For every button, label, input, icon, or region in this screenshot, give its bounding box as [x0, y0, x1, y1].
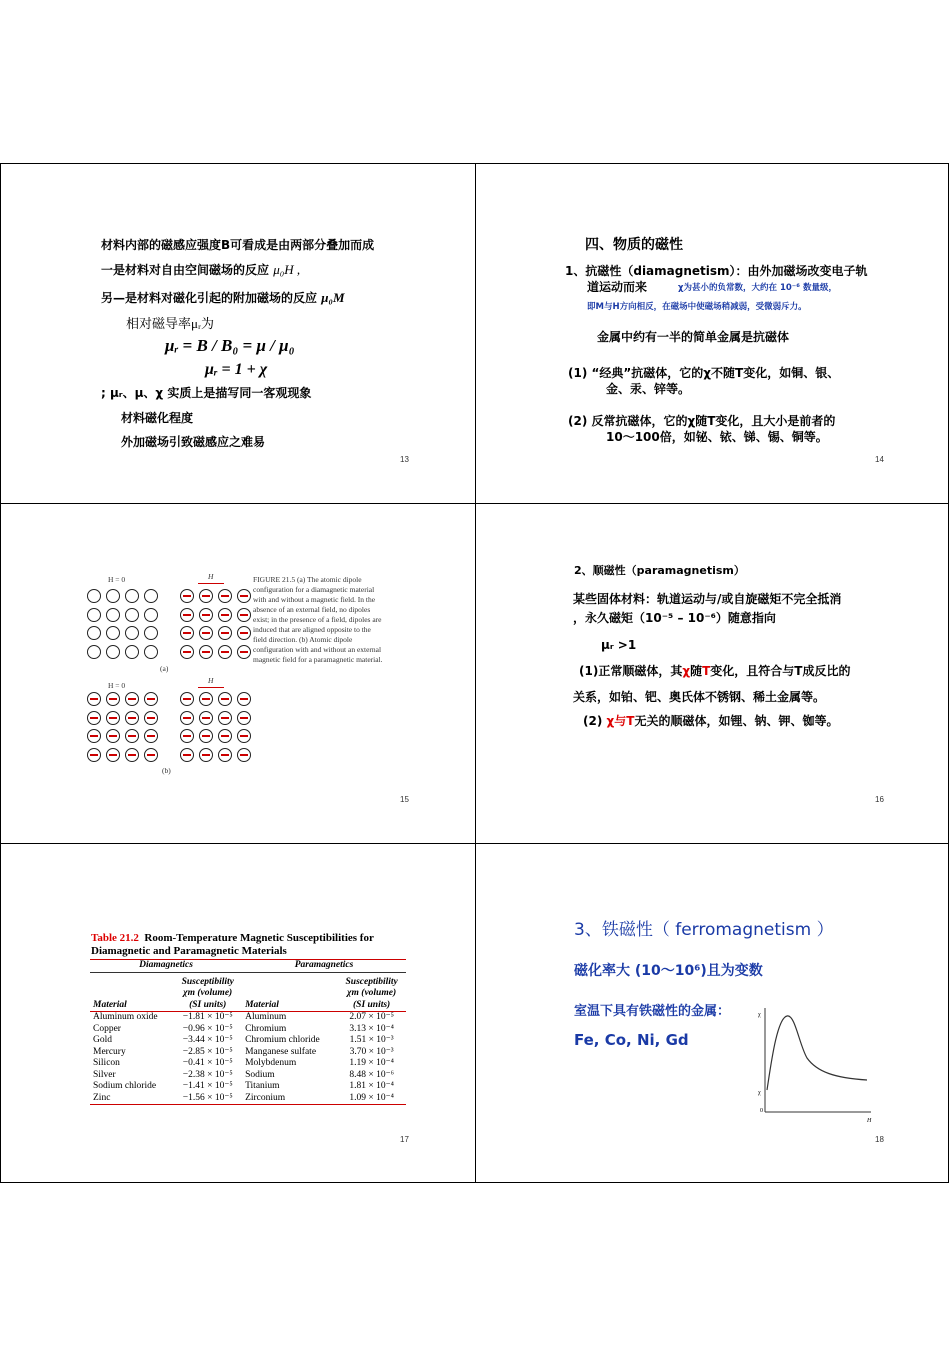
susceptibility-cell: 3.13 × 10⁻⁴ — [349, 1023, 394, 1034]
table-row — [90, 1035, 406, 1047]
caption-line: configuration for a diamagnetic material — [253, 585, 375, 594]
s16-l2: ，永久磁矩（10⁻⁵ – 10⁻⁶）随意指向 — [573, 611, 776, 625]
material-cell: Titanium — [245, 1081, 280, 1091]
label-h0-bottom: H = 0 — [108, 681, 126, 690]
s14-metal-line: 金属中约有一半的简单金属是抗磁体 — [597, 330, 790, 344]
atomic-dipole — [218, 608, 232, 622]
table-row — [90, 1081, 406, 1093]
material-cell: Molybdenum — [245, 1058, 297, 1068]
label-h0-top: H = 0 — [108, 575, 126, 584]
field-arrow — [198, 687, 224, 688]
atomic-dipole — [180, 626, 194, 640]
atomic-dipole — [199, 692, 213, 706]
atomic-dipole — [125, 608, 139, 622]
header-susceptibility: Susceptibility — [345, 976, 398, 987]
label-h-top: H — [208, 572, 214, 581]
caption-line: field direction. (b) Atomic dipole — [253, 635, 353, 644]
susceptibility-cell: 3.70 × 10⁻³ — [349, 1046, 394, 1057]
page-number: 13 — [400, 455, 409, 464]
atomic-dipole — [199, 645, 213, 659]
atomic-dipole — [87, 748, 101, 762]
s13-line3: 另—是材料对磁化引起的附加磁场的反应 μ₀M — [101, 290, 345, 305]
susceptibility-cell: −1.81 × 10⁻⁵ — [182, 1012, 233, 1022]
s13-line7: 外加磁场引致磁感应之难易 — [121, 435, 266, 449]
atomic-dipole — [144, 729, 158, 743]
atomic-dipole — [180, 692, 194, 706]
s13-eq2: μᵣ = 1 + χ — [205, 361, 268, 378]
material-cell: Chromium — [245, 1023, 287, 1034]
material-cell: Gold — [93, 1035, 112, 1045]
atomic-dipole — [180, 729, 194, 743]
s13-line1: 材料内部的磁感应强度B可看成是由两部分叠加而成 — [101, 238, 375, 252]
s14-p2-b: 10～100倍，如铋、铱、锑、锡、铜等。 — [606, 430, 828, 444]
atomic-dipole — [199, 748, 213, 762]
atomic-dipole — [144, 626, 158, 640]
table-row — [90, 1070, 406, 1082]
susceptibility-cell: −1.41 × 10⁻⁵ — [182, 1081, 233, 1091]
page-number: 18 — [875, 1135, 884, 1144]
s13-line2: 一是材料对自由空间磁场的反应 μ₀H , — [101, 262, 301, 277]
material-cell: Sodium — [245, 1069, 275, 1080]
s14-p1-a: (1) “经典”抗磁体，它的χ不随T变化，如铜、银、 — [568, 366, 840, 380]
table-row — [90, 1093, 406, 1105]
header-susceptibility: Susceptibility — [181, 976, 234, 987]
page-number: 15 — [400, 795, 409, 804]
atomic-dipole — [180, 748, 194, 762]
page-number: 17 — [400, 1135, 409, 1144]
atomic-dipole — [106, 711, 120, 725]
atomic-dipole — [106, 626, 120, 640]
caption-line: with and without a magnetic field. In the — [253, 595, 376, 604]
atomic-dipole — [87, 729, 101, 743]
atomic-dipole — [125, 729, 139, 743]
material-cell: Silicon — [93, 1058, 120, 1068]
atomic-dipole — [237, 626, 251, 640]
atomic-dipole — [199, 729, 213, 743]
group-diamagnetics: Diamagnetics — [90, 960, 242, 973]
atomic-dipole — [237, 748, 251, 762]
slide-17 — [0, 844, 474, 1184]
atomic-dipole — [180, 608, 194, 622]
atomic-dipole — [180, 711, 194, 725]
header-material: Material — [245, 999, 279, 1010]
atomic-dipole — [199, 589, 213, 603]
table-row — [90, 1047, 406, 1059]
susceptibility-cell: 8.48 × 10⁻⁶ — [349, 1069, 394, 1080]
susceptibility-cell: −3.44 × 10⁻⁵ — [182, 1035, 233, 1045]
header-units: (SI units) — [189, 999, 227, 1010]
s14-p1-b: 金、汞、锌等。 — [606, 382, 691, 396]
atomic-dipole — [218, 589, 232, 603]
susceptibility-cell: 2.07 × 10⁻⁵ — [349, 1012, 394, 1022]
atomic-dipole — [125, 748, 139, 762]
origin-label: 0 — [760, 1108, 763, 1114]
atomic-dipole — [106, 589, 120, 603]
susceptibility-cell: −1.56 × 10⁻⁵ — [182, 1092, 233, 1103]
atomic-dipole — [199, 626, 213, 640]
atomic-dipole — [125, 692, 139, 706]
header-material: Material — [93, 999, 127, 1010]
page-number: 16 — [875, 795, 884, 804]
susceptibility-cell: 1.81 × 10⁻⁴ — [349, 1081, 394, 1091]
material-cell: Silver — [93, 1069, 116, 1080]
table-row — [90, 1024, 406, 1036]
atomic-dipole — [106, 729, 120, 743]
atomic-dipole — [144, 692, 158, 706]
atomic-dipole — [237, 711, 251, 725]
atomic-dipole — [125, 711, 139, 725]
s16-l5: 关系，如铂、钯、奥氏体不锈钢、稀土金属等。 — [573, 690, 826, 704]
s18-l1: 磁化率大 (10～10⁶)且为变数 — [574, 963, 763, 979]
label-h-bottom: H — [208, 676, 214, 685]
atomic-dipole — [144, 645, 158, 659]
caption-line: induced that are aligned opposite to the — [253, 625, 371, 634]
chi-curve — [767, 1016, 867, 1090]
atomic-dipole — [218, 748, 232, 762]
atomic-dipole — [237, 589, 251, 603]
s18-l3: Fe, Co, Ni, Gd — [574, 1031, 689, 1049]
s16-l1: 某些固体材料：轨道运动与/或自旋磁矩不完全抵消 — [573, 592, 842, 606]
susceptibility-cell: 1.09 × 10⁻⁴ — [349, 1092, 394, 1103]
susceptibility-cell: −0.96 × 10⁻⁵ — [182, 1023, 233, 1034]
slide-16 — [475, 504, 949, 844]
caption-line: exist; in the presence of a field, dipoles are — [253, 615, 382, 624]
s14-title: 四、物质的磁性 — [585, 237, 683, 253]
s16-title: 2、顺磁性（paramagnetism） — [574, 564, 745, 577]
susceptibility-cell: 1.51 × 10⁻³ — [349, 1035, 394, 1045]
atomic-dipole — [237, 645, 251, 659]
atomic-dipole — [199, 608, 213, 622]
s18-title: 3、铁磁性（ ferromagnetism ） — [574, 920, 834, 940]
s13-eq1: μᵣ = B / B₀ = μ / μ₀ — [165, 336, 295, 355]
s16-l3: μᵣ >1 — [601, 638, 637, 652]
susceptibility-cell: −2.38 × 10⁻⁵ — [182, 1069, 233, 1080]
atomic-dipole — [144, 589, 158, 603]
atomic-dipole — [237, 608, 251, 622]
slide-13 — [0, 164, 474, 504]
label-b: (b) — [162, 766, 171, 775]
material-cell: Manganese sulfate — [245, 1046, 317, 1057]
atomic-dipole — [106, 645, 120, 659]
atomic-dipole — [125, 626, 139, 640]
susceptibility-cell: −2.85 × 10⁻⁵ — [182, 1046, 233, 1057]
s14-p2-a: (2) 反常抗磁体，它的χ随T变化，且大小是前者的 — [568, 414, 836, 428]
header-chi: χm (volume) — [183, 988, 233, 998]
slide-14 — [475, 164, 949, 504]
atomic-dipole — [237, 692, 251, 706]
atomic-dipole — [144, 608, 158, 622]
atomic-dipole — [106, 608, 120, 622]
s14-item1-b: 道运动而来 — [587, 280, 648, 294]
atomic-dipole — [106, 692, 120, 706]
material-cell: Copper — [93, 1023, 121, 1034]
atomic-dipole — [218, 626, 232, 640]
field-arrow — [198, 583, 224, 584]
susceptibility-table — [90, 959, 406, 1105]
atomic-dipole — [180, 645, 194, 659]
atomic-dipole — [106, 748, 120, 762]
atomic-dipole — [218, 645, 232, 659]
atomic-dipole — [87, 711, 101, 725]
page-number: 14 — [875, 455, 884, 464]
s16-l6: (2) χ与T无关的顺磁体，如锂、钠、钾、铷等。 — [583, 714, 839, 728]
material-cell: Zinc — [93, 1092, 111, 1103]
s13-line6: 材料磁化程度 — [121, 411, 194, 425]
susceptibility-cell: −0.41 × 10⁻⁵ — [182, 1058, 233, 1068]
material-cell: Zirconium — [245, 1092, 286, 1103]
y-axis-tick-label: χ — [758, 1090, 761, 1096]
caption-line: FIGURE 21.5 (a) The atomic dipole — [253, 575, 362, 584]
y-axis-label: χ — [758, 1012, 761, 1018]
s13-line5: ; μᵣ、μ、χ 实质上是描写同一客观现象 — [101, 386, 312, 400]
caption-line: absence of an external field, no dipoles — [253, 605, 371, 614]
atomic-dipole — [87, 589, 101, 603]
caption-line: configuration with and without an external — [253, 645, 382, 654]
table-row — [90, 1012, 406, 1024]
atomic-dipole — [218, 729, 232, 743]
atomic-dipole — [237, 729, 251, 743]
table-row — [90, 1058, 406, 1070]
header-chi: χm (volume) — [347, 988, 397, 998]
susceptibility-cell: 1.19 × 10⁻⁴ — [349, 1058, 394, 1068]
slide-18 — [475, 844, 949, 1184]
atomic-dipole — [144, 711, 158, 725]
caption-line: magnetic field for a paramagnetic material. — [253, 655, 383, 664]
atomic-dipole — [125, 589, 139, 603]
slide-15 — [0, 504, 474, 844]
atomic-dipole — [125, 645, 139, 659]
atomic-dipole — [87, 626, 101, 640]
header-units: (SI units) — [353, 999, 391, 1010]
s13-line4: 相对磁导率μᵣ为 — [126, 316, 214, 331]
atomic-dipole — [218, 711, 232, 725]
atomic-dipole — [218, 692, 232, 706]
material-cell: Aluminum oxide — [93, 1012, 158, 1022]
group-paramagnetics: Paramagnetics — [242, 960, 406, 973]
susceptibility-curve-figure — [755, 1004, 875, 1126]
atomic-dipole — [199, 711, 213, 725]
atomic-dipole — [144, 748, 158, 762]
material-cell: Aluminum — [245, 1012, 287, 1022]
label-a: (a) — [160, 664, 169, 673]
material-cell: Chromium chloride — [245, 1035, 320, 1045]
atomic-dipole — [87, 645, 101, 659]
table-title: Table 21.2 Room-Temperature Magnetic Susceptibilities for Diamagnetic and Paramagnetic Materials — [91, 932, 374, 957]
s14-item1-a: 1、抗磁性（diamagnetism）：由外加磁场改变电子轨 — [565, 264, 868, 278]
material-cell: Sodium chloride — [93, 1081, 157, 1091]
s14-note2: 即M与H方向相反，在磁场中使磁场稍减弱，受微弱斥力。 — [587, 302, 807, 312]
atomic-dipole — [87, 692, 101, 706]
atomic-dipole — [180, 589, 194, 603]
x-axis-label: H — [867, 1118, 872, 1124]
atomic-dipole — [87, 608, 101, 622]
s18-l2: 室温下具有铁磁性的金属： — [574, 1004, 731, 1019]
material-cell: Mercury — [93, 1046, 126, 1057]
s14-note1: χ为甚小的负常数，大约在 10⁻⁶ 数量级， — [678, 283, 837, 293]
s16-l4: (1)正常顺磁体，其χ随T变化，且符合与T成反比的 — [579, 664, 851, 678]
